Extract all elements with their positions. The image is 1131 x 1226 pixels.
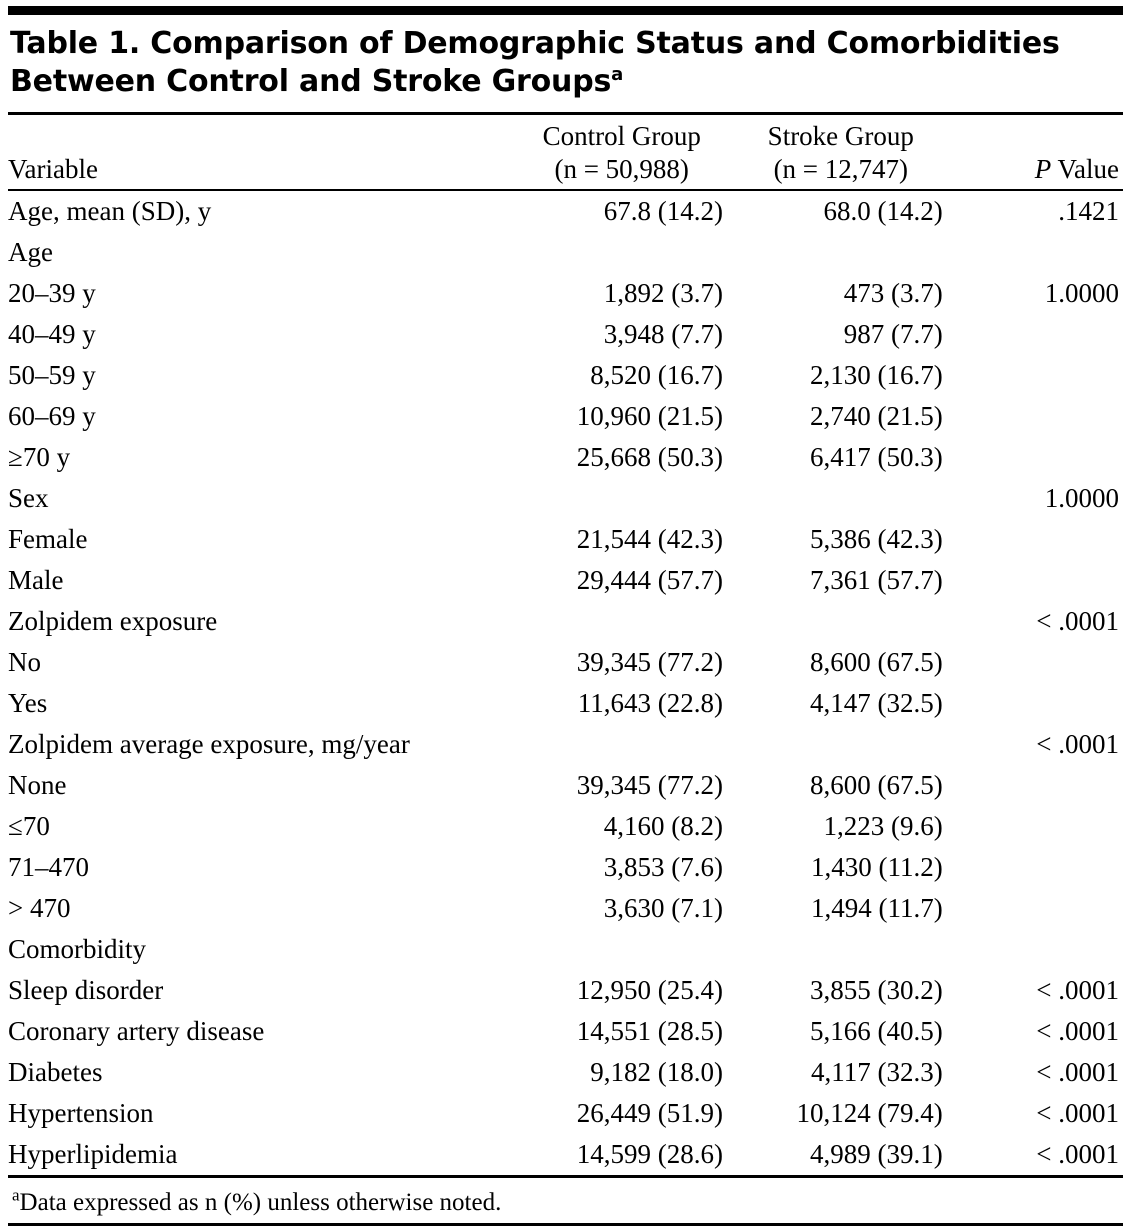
table-body (8, 191, 1123, 1175)
table-row (8, 273, 1123, 314)
row-control-value: 25,668 (50.3) (576, 441, 723, 472)
row-variable: 50–59 y (8, 359, 96, 390)
header-control-group-label: Control Group (542, 120, 701, 151)
table-row (8, 888, 1123, 929)
header-stroke-group (737, 120, 956, 189)
row-variable: Hyperlipidemia (8, 1138, 178, 1169)
row-p-value (957, 888, 1123, 929)
table-row (8, 355, 1123, 396)
demographics-table (8, 120, 1123, 189)
row-control-value: 29,444 (57.7) (576, 564, 723, 595)
row-stroke-value (737, 478, 957, 519)
row-stroke-value: 8,600 (67.5) (810, 769, 943, 800)
table-row (8, 478, 1123, 519)
row-control-value: 67.8 (14.2) (603, 195, 723, 226)
row-p-value: .1421 (1058, 195, 1119, 226)
footnote-superscript: a (12, 1185, 20, 1205)
row-stroke-value: 4,117 (32.3) (811, 1056, 943, 1087)
row-variable: 71–470 (8, 851, 89, 882)
row-p-value (957, 929, 1123, 970)
table-row (8, 560, 1123, 601)
row-control-value: 11,643 (22.8) (577, 687, 723, 718)
row-control-value: 3,630 (7.1) (603, 892, 723, 923)
row-control-value: 1,892 (3.7) (603, 277, 723, 308)
table-row (8, 1134, 1123, 1175)
row-stroke-value: 6,417 (50.3) (810, 441, 943, 472)
table-row (8, 765, 1123, 806)
table-title-line1: Table 1. Comparison of Demographic Status and Comorbidities (10, 26, 1060, 61)
row-stroke-value: 68.0 (14.2) (823, 195, 943, 226)
row-p-value: < .0001 (1036, 974, 1119, 1005)
header-p-value (956, 120, 1123, 189)
row-variable: 20–39 y (8, 277, 96, 308)
row-control-value (517, 929, 737, 970)
row-variable: 60–69 y (8, 400, 96, 431)
row-control-value: 39,345 (77.2) (576, 769, 723, 800)
row-variable: 40–49 y (8, 318, 96, 349)
table-header (8, 120, 1123, 189)
row-variable: Zolpidem average exposure, mg/year (8, 728, 410, 759)
row-p-value (957, 232, 1123, 273)
row-control-value: 26,449 (51.9) (576, 1097, 723, 1128)
row-p-value (957, 642, 1123, 683)
row-control-value: 10,960 (21.5) (576, 400, 723, 431)
row-control-value: 12,950 (25.4) (576, 974, 723, 1005)
row-variable: No (8, 646, 41, 677)
row-variable: Female (8, 523, 88, 554)
table-row (8, 970, 1123, 1011)
header-variable: Variable (8, 154, 98, 185)
row-control-value: 3,853 (7.6) (603, 851, 723, 882)
row-control-value: 21,544 (42.3) (576, 523, 723, 554)
table-top-border (8, 6, 1123, 15)
row-p-value: < .0001 (1036, 728, 1119, 759)
header-control-group-n: (n = 50,988) (554, 154, 689, 185)
row-variable: Yes (8, 687, 48, 718)
table-footnote (8, 1178, 1123, 1224)
table-header-row (8, 120, 1123, 189)
row-variable: Age (8, 236, 53, 267)
row-control-value: 3,948 (7.7) (603, 318, 723, 349)
row-control-value (517, 232, 737, 273)
table-row (8, 1093, 1123, 1134)
table-row (8, 1011, 1123, 1052)
row-control-value (517, 601, 737, 642)
table-row (8, 314, 1123, 355)
row-stroke-value: 7,361 (57.7) (810, 564, 943, 595)
table-row (8, 642, 1123, 683)
row-stroke-value: 1,223 (9.6) (823, 810, 943, 841)
header-p-value-italic: P (1034, 154, 1052, 185)
row-p-value (957, 519, 1123, 560)
row-p-value (957, 314, 1123, 355)
row-control-value: 4,160 (8.2) (603, 810, 723, 841)
row-p-value (957, 765, 1123, 806)
row-p-value: < .0001 (1036, 1138, 1119, 1169)
row-control-value (517, 478, 737, 519)
row-stroke-value: 2,130 (16.7) (810, 359, 943, 390)
row-stroke-value (737, 929, 957, 970)
row-stroke-value: 4,989 (39.1) (810, 1138, 943, 1169)
row-variable: > 470 (8, 892, 71, 923)
row-control-value: 8,520 (16.7) (590, 359, 723, 390)
row-stroke-value: 473 (3.7) (843, 277, 943, 308)
row-control-value: 14,599 (28.6) (576, 1138, 723, 1169)
table-title-line2: Between Control and Stroke Groups (10, 64, 612, 100)
row-variable: Comorbidity (8, 933, 147, 964)
row-p-value (957, 437, 1123, 478)
row-stroke-value (737, 232, 957, 273)
row-control-value: 14,551 (28.5) (576, 1015, 723, 1046)
row-stroke-value: 1,430 (11.2) (811, 851, 943, 882)
header-stroke-group-label: Stroke Group (767, 120, 914, 151)
row-control-value (517, 724, 737, 765)
row-p-value (957, 396, 1123, 437)
row-stroke-value: 2,740 (21.5) (810, 400, 943, 431)
row-p-value (957, 560, 1123, 601)
table-row (8, 519, 1123, 560)
row-stroke-value: 8,600 (67.5) (810, 646, 943, 677)
row-control-value: 9,182 (18.0) (590, 1056, 723, 1087)
table-row (8, 437, 1123, 478)
row-stroke-value: 10,124 (79.4) (796, 1097, 943, 1128)
table-row (8, 1052, 1123, 1093)
row-p-value: < .0001 (1036, 605, 1119, 636)
row-stroke-value: 987 (7.7) (843, 318, 943, 349)
table-row (8, 191, 1123, 232)
header-p-value-rest: Value (1051, 154, 1119, 185)
table-row (8, 847, 1123, 888)
row-variable: Coronary artery disease (8, 1015, 265, 1046)
row-variable: ≥70 y (8, 441, 71, 472)
table-title-superscript: a (611, 64, 624, 86)
row-stroke-value: 5,166 (40.5) (810, 1015, 943, 1046)
table-row (8, 232, 1123, 273)
row-variable: Diabetes (8, 1056, 103, 1087)
row-control-value: 39,345 (77.2) (576, 646, 723, 677)
header-control-group (518, 120, 737, 189)
row-variable: Sleep disorder (8, 974, 164, 1005)
row-p-value: 1.0000 (1044, 482, 1119, 513)
row-stroke-value: 4,147 (32.5) (810, 687, 943, 718)
row-p-value (957, 355, 1123, 396)
row-stroke-value: 1,494 (11.7) (811, 892, 943, 923)
demographics-table-body (8, 191, 1123, 1175)
row-stroke-value (737, 724, 957, 765)
footnote-text: Data expressed as n (%) unless otherwise noted. (19, 1188, 502, 1216)
row-p-value (957, 806, 1123, 847)
table-row (8, 929, 1123, 970)
table-row (8, 396, 1123, 437)
row-variable: Zolpidem exposure (8, 605, 218, 636)
row-stroke-value: 3,855 (30.2) (810, 974, 943, 1005)
row-variable: Male (8, 564, 64, 595)
row-p-value: < .0001 (1036, 1056, 1119, 1087)
table-row (8, 806, 1123, 847)
row-variable: Sex (8, 482, 49, 513)
row-variable: None (8, 769, 67, 800)
table-row (8, 683, 1123, 724)
row-variable: Age, mean (SD), y (8, 195, 212, 226)
table-row (8, 601, 1123, 642)
row-p-value: 1.0000 (1044, 277, 1119, 308)
table-title (8, 15, 1123, 112)
row-stroke-value (737, 601, 957, 642)
table-page (0, 6, 1131, 1226)
table-row (8, 724, 1123, 765)
row-p-value (957, 847, 1123, 888)
row-variable: Hypertension (8, 1097, 154, 1128)
row-p-value (957, 683, 1123, 724)
row-p-value: < .0001 (1036, 1015, 1119, 1046)
row-p-value: < .0001 (1036, 1097, 1119, 1128)
row-stroke-value: 5,386 (42.3) (810, 523, 943, 554)
header-stroke-group-n: (n = 12,747) (773, 154, 909, 185)
row-variable: ≤70 (8, 810, 50, 841)
